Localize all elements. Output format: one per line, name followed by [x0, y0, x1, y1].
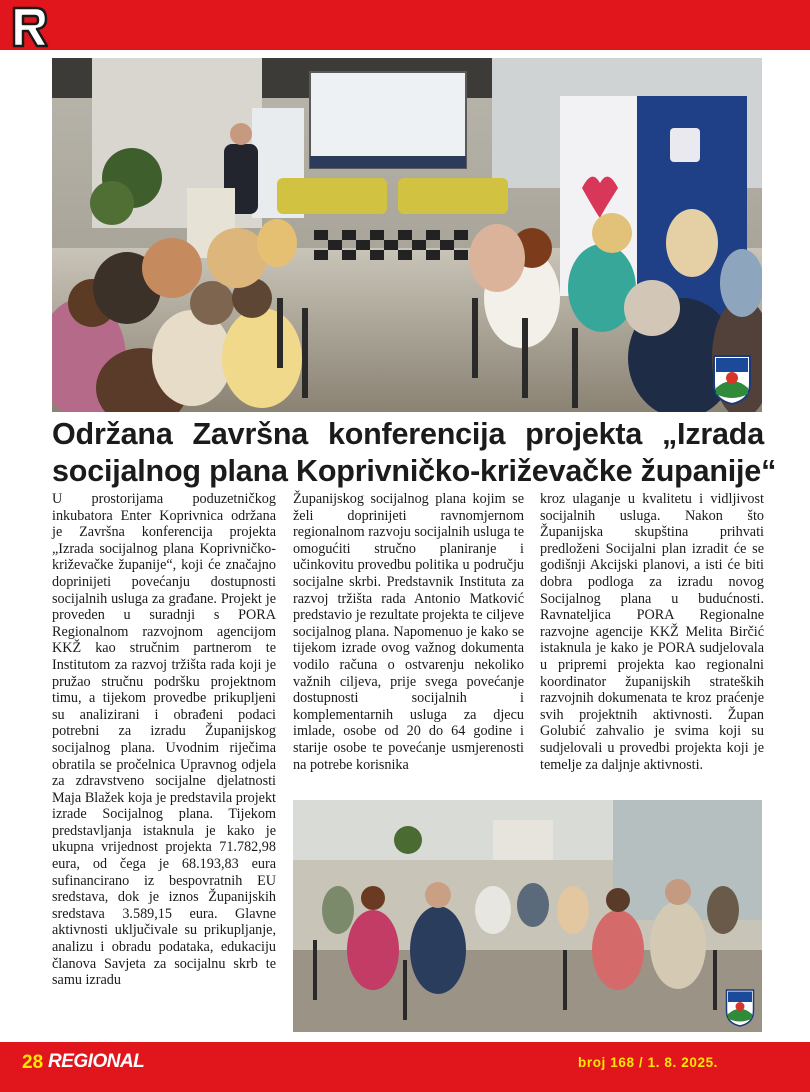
article-headline: [52, 416, 777, 490]
regional-r-logo-icon: [10, 2, 50, 50]
column-2-text: Županijskog socijalnog plana kojim se želi doprinijeti ravnomjernom regionalnom razvoju socijalnih usluga te omogućiti stručno planiranje i učinkovitu provedbu politika u području socijalne skrbi. Predstavnik Instituta za razvoj tržišta rada Antonio Matković predstavio je rezultate projekta te ciljeve socijalnog plana. Napomenuo je kako se tijekom izrade ovog važnog dokumenta vodilo računa o ostvarenju nekoliko važnih ciljeva, prije svega povećanje dostupnosti socijalnih i komplementarnih usluga za djecu imlade, osobe od 20 do 64 godine i starije osobe te povećanje usmjerenosti na potrebe korisnika: [293, 491, 524, 773]
top-red-bar: [0, 0, 810, 50]
brand-logo-text: REGIONAL: [48, 1051, 145, 1072]
article-column-2: [293, 491, 524, 773]
conference-photo-main: [52, 58, 762, 412]
county-coat-of-arms-small-icon: [725, 988, 755, 1028]
column-1-text: U prostorijama poduzetničkog inkubatora Enter Koprivnica održana je Završna konferencija projekta „Izrada socijalnog plana Koprivničko- križevačke županije“, koji će značajno doprinijeti povećanju dostupnosti socijalnih usluga za građane. Projekt je proveden u suradnji s PORA Regionalnom razvojnom agencijom KKŽ kao stručnim partnerom te Institutom za razvoj tržišta rada koji je pružao stručnu podršku projektnom timu, a tijekom provedbe prikupljeni su analizirani i obrađeni podaci potrebni za izradu Županijskog socijalnog plana. Uvodnim riječima obratila se pročelnica Upravnog odjela za zdravstveno socijalne djelatnosti Maja Blažek koja je predstavila projekt izrade Socijalnog plana. Tijekom predstavljanja istaknula je kako je ukupna vrijednost projekta 71.782,98 eura, od čega je 68.193,83 eura sufinancirano iz bespovratnih EU sredstava, dok je iznos Županijskih sredstava 3.589,15 eura. Glavne aktivnosti uključivale su prikupljanje, analizu i obradu podataka, edukaciju članova Savjeta za socijalnu skrb te samu izradu: [52, 491, 276, 989]
article-column-1: [52, 491, 276, 989]
headline-line-2: socijalnog plana Koprivničko-križevačke županije“: [52, 454, 777, 488]
issue-info: broj 168 / 1. 8. 2025.: [578, 1055, 719, 1070]
page-number: 28: [22, 1052, 44, 1073]
conference-photo-group: [293, 800, 762, 1032]
article-column-3: [540, 491, 764, 773]
column-3-text: kroz ulaganje u kvalitetu i vidljivost socijalnih usluga. Nakon što Županijska skupština prihvati predloženi Socijalni plan izradit će se godišnji Akcijski planovi, a isti će biti dobra podloga za izradu novog Socijalnog plana u budućnosti. Ravnateljica PORA Regionalne razvojne agencije KKŽ Melita Birčić istaknula je kako je PORA sudjelovala u pripremi projekta kao regionalni koordinator županijskih strateških razvojnih dokumenata te kroz praćenje svih projektnih aktivnosti. Župan Golubić zahvalio je svima koji su sudjelovali u provedbi projekta koji je temelje za daljnje aktivnosti.: [540, 491, 764, 773]
headline-line-1: Održana Završna konferencija projekta „Izrada: [52, 417, 764, 451]
county-coat-of-arms-icon: [712, 354, 752, 406]
